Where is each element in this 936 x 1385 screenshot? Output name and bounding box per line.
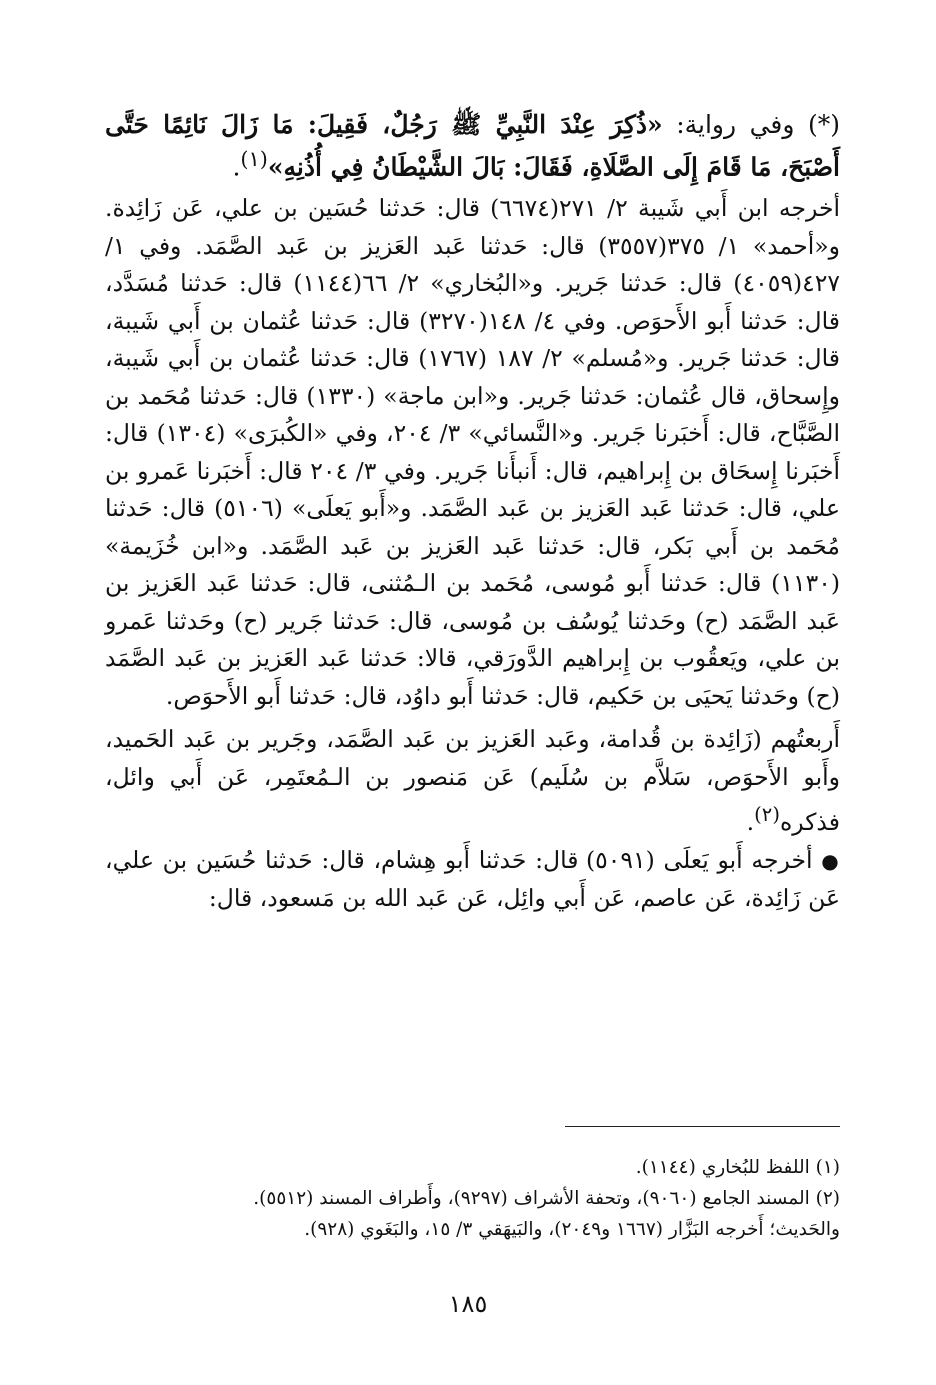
chain-text: أَربعتُهم (زَائِدة بن قُدامة، وعَبد العَزيز بن عَبد الصَّمَد، وجَرير بن عَبد الحَميد، وأَبو الأَحوَص، سَلاَّم بن سُلَيم) عَن مَنصور بن الـمُعتَمِر، عَن أَبي وائل، فذكره bbox=[105, 725, 840, 837]
footnotes bbox=[105, 1152, 840, 1245]
footnote-2: (٢) المسند الجامع (٩٠٦٠)، وتحفة الأشراف (٩٢٩٧)، وأَطراف المسند (٥٥١٢). bbox=[253, 1188, 840, 1209]
asterisk-marker: (*) bbox=[808, 110, 841, 139]
footnote-ref-2: (٢) bbox=[754, 803, 780, 827]
footnote-separator bbox=[565, 1126, 840, 1127]
page-number: ١٨٥ bbox=[448, 1290, 488, 1318]
footnote-ref-1: (١) bbox=[240, 147, 268, 171]
bullet-paragraph bbox=[105, 842, 840, 918]
hadith-quote: «ذُكِرَ عِنْدَ النَّبِيِّ ﷺ رَجُلٌ، فَقِيلَ: مَا زَالَ نَائِمًا حَتَّى أَصْبَحَ، مَا قَامَ إِلَى الصَّلَاةِ، فَقَالَ: بَالَ الشَّيْطَانُ فِي أُذُنِهِ» bbox=[105, 110, 840, 182]
chain-paragraph bbox=[105, 721, 840, 841]
hadith-paragraph bbox=[105, 108, 840, 184]
bullet-icon: ● bbox=[821, 848, 840, 873]
footnote-1: (١) اللفظ للبُخاري (١١٤٤). bbox=[635, 1157, 840, 1178]
takhrij-paragraph: أخرجه ابن أَبي شَيبة ٢/ ٢٧١(٦٦٧٤) قال: حَدثنا حُسَين بن علي، عَن زَائِدة. و«أحمد» ١/ ٣٧٥(٣٥٥٧) قال: حَدثنا عَبد العَزيز بن عَبد الصَّمَد. وفي ١/ ٤٢٧(٤٠٥٩) قال: حَدثنا جَرير. و«البُخاري» ٢/ ٦٦(١١٤٤) قال: حَدثنا مُسَدَّد، قال: حَدثنا أَبو الأَحوَص. وفي ٤/ ١٤٨(٣٢٧٠) قال: حَدثنا عُثمان بن أَبي شَيبة، قال: حَدثنا جَرير. و«مُسلم» ٢/ ١٨٧ (١٧٦٧) قال: حَدثنا عُثمان بن أَبي شَيبة، وإِسحاق، قال عُثمان: حَدثنا جَرير. و«ابن ماجة» (١٣٣٠) قال: حَدثنا مُحَمد بن الصَّبَّاح، قال: أَخبَرنا جَرير. و«النَّسائي» ٣/ ٢٠٤، وفي «الكُبرَى» (١٣٠٤) قال: أَخبَرنا إِسحَاق بن إِبراهيم، قال: أَنبأَنا جَرير. وفي ٣/ ٢٠٤ قال: أَخبَرنا عَمرو بن علي، قال: حَدثنا عَبد العَزيز بن عَبد الصَّمَد. و«أَبو يَعلَى» (٥١٠٦) قال: حَدثنا مُحَمد بن أَبي بَكر، قال: حَدثنا عَبد العَزيز بن عَبد الصَّمَد. و«ابن خُزَيمة» (١١٣٠) قال: حَدثنا أَبو مُوسى، مُحَمد بن الـمُثنى، قال: حَدثنا عَبد العَزيز بن عَبد الصَّمَد (ح) وحَدثنا يُوسُف بن مُوسى، قال: حَدثنا جَرير (ح) وحَدثنا عَمرو بن علي، ويَعقُوب بن إِبراهيم الدَّورَقي، قالا: حَدثنا عَبد العَزيز بن عَبد الصَّمَد (ح) وحَدثنا يَحيَى بن حَكيم، قال: حَدثنا أَبو داوُد، قال: حَدثنا أَبو الأَحوَص. bbox=[105, 194, 841, 710]
bullet-text: أخرجه أَبو يَعلَى (٥٠٩١) قال: حَدثنا أَبو هِشام، قال: حَدثنا حُسَين بن علي، عَن زَائِدة، عَن عاصم، عَن أَبي وائِل، عَن عَبد الله بن مَسعود، قال: bbox=[105, 845, 840, 913]
hadith-intro: وفي رواية: bbox=[676, 110, 795, 139]
hadith-end: . bbox=[232, 152, 241, 182]
chain-end: . bbox=[746, 808, 755, 837]
page-body bbox=[105, 108, 840, 918]
footnote-2-continued: والحَديث؛ أَخرجه البَزَّار (١٦٦٧ و٢٠٤٩)، والبَيهَقي ٣/ ١٥، والبَغَوي (٩٢٨). bbox=[304, 1219, 840, 1240]
